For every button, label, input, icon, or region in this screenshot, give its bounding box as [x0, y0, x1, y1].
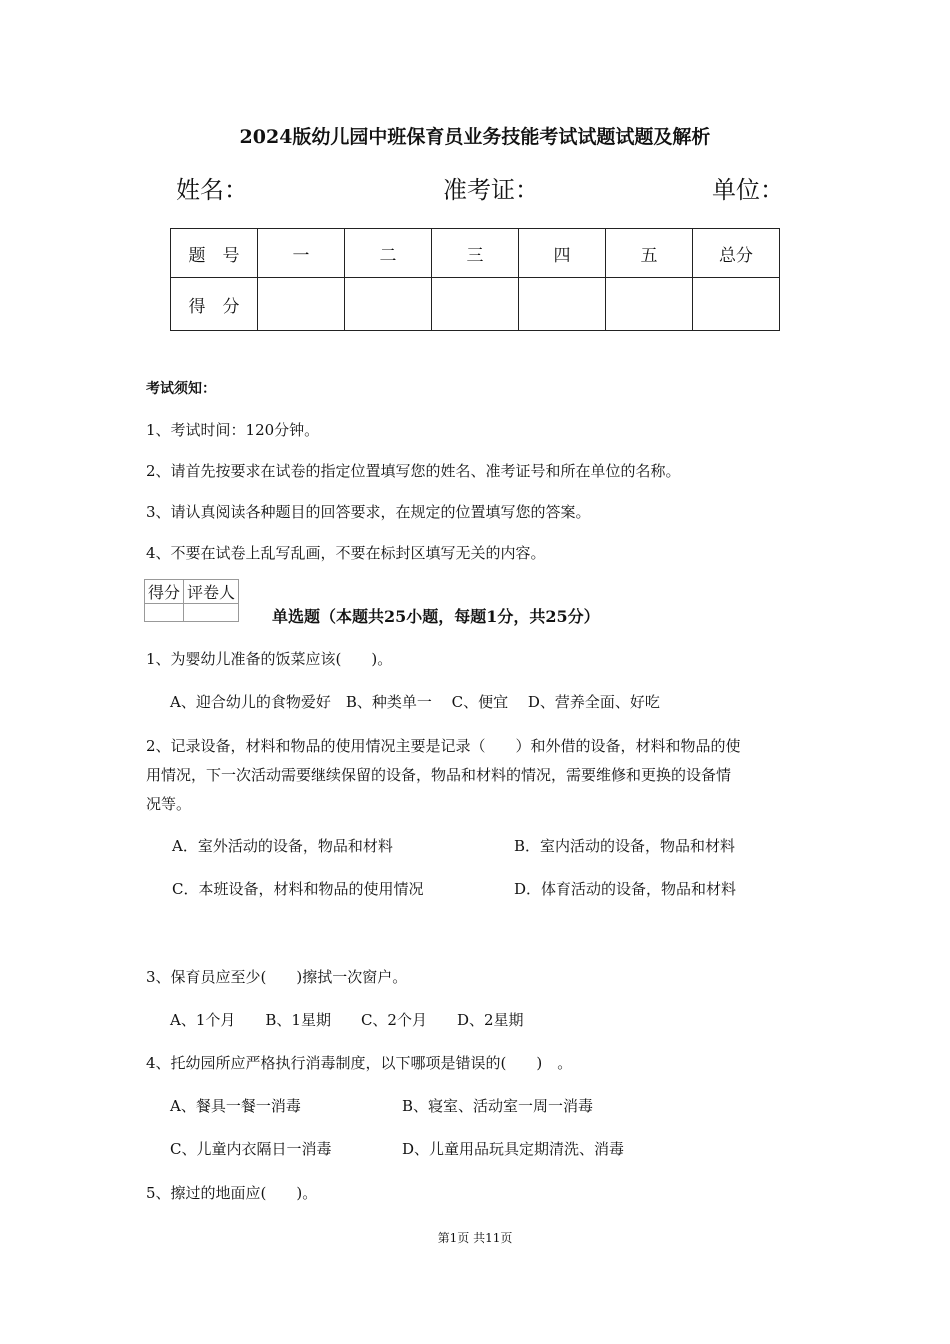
score-cell[interactable]	[258, 278, 345, 331]
score-table-score-row	[171, 278, 780, 331]
grader-table	[144, 579, 239, 622]
question-4-stem: 4、托幼园所应严格执行消毒制度，以下哪项是错误的( ) 。	[146, 1054, 573, 1072]
question-2-option-c: C．本班设备，材料和物品的使用情况	[172, 880, 424, 898]
question-2-option-d: D．体育活动的设备，物品和材料	[514, 880, 737, 898]
notice-heading: 考试须知：	[146, 381, 216, 397]
score-table-row-label: 得 分	[171, 278, 258, 331]
notice-item: 4、不要在试卷上乱写乱画，不要在标封区填写无关的内容。	[146, 544, 546, 562]
question-4-option-d: D、儿童用品玩具定期清洗、消毒	[402, 1140, 625, 1158]
question-2-stem-line: 2、记录设备，材料和物品的使用情况主要是记录（ ）和外借的设备，材料和物品的使	[146, 737, 741, 755]
grader-score-label: 得分	[145, 580, 184, 604]
question-5-stem: 5、擦过的地面应( )。	[146, 1184, 318, 1202]
notice-item: 1、考试时间：120分钟。	[146, 421, 320, 439]
score-table-header-cell: 题 号	[171, 229, 258, 278]
grader-score-cell[interactable]	[145, 604, 184, 622]
score-table-header-cell: 三	[432, 229, 519, 278]
unit-field-label: 单位：	[712, 176, 784, 204]
question-2-stem-line: 用情况，下一次活动需要继续保留的设备，物品和材料的情况，需要维修和更换的设备情	[146, 766, 732, 784]
question-1-options: A、迎合幼儿的食物爱好 B、种类单一 C、便宜 D、营养全面、好吃	[170, 693, 660, 711]
score-table	[170, 228, 780, 331]
page-title: 2024版幼儿园中班保育员业务技能考试试题试题及解析	[239, 126, 711, 148]
score-table-header-cell: 五	[606, 229, 693, 278]
score-cell[interactable]	[432, 278, 519, 331]
score-table-header-cell: 四	[519, 229, 606, 278]
score-cell[interactable]	[345, 278, 432, 331]
notice-item: 2、请首先按要求在试卷的指定位置填写您的姓名、准考证号和所在单位的名称。	[146, 462, 681, 480]
grader-name-label: 评卷人	[184, 580, 239, 604]
score-cell[interactable]	[519, 278, 606, 331]
notice-item: 3、请认真阅读各种题目的回答要求，在规定的位置填写您的答案。	[146, 503, 591, 521]
question-2-stem-line: 况等。	[146, 795, 192, 813]
score-cell[interactable]	[693, 278, 780, 331]
grader-name-cell[interactable]	[184, 604, 239, 622]
question-2-option-b: B．室内活动的设备，物品和材料	[514, 837, 736, 855]
question-3-stem: 3、保育员应至少( )擦拭一次窗户。	[146, 968, 408, 986]
score-table-header-cell: 二	[345, 229, 432, 278]
question-4-option-b: B、寝室、活动室一周一消毒	[402, 1097, 594, 1115]
score-table-header-cell: 总分	[693, 229, 780, 278]
question-2-option-a: A．室外活动的设备，物品和材料	[172, 837, 393, 855]
name-field-label: 姓名：	[176, 176, 248, 204]
page-footer: 第1页 共11页	[437, 1231, 513, 1245]
section-title: 单选题（本题共25小题，每题1分，共25分）	[272, 607, 600, 626]
score-table-header-row	[171, 229, 780, 278]
question-4-option-c: C、儿童内衣隔日一消毒	[170, 1140, 332, 1158]
question-3-options: A、1个月 B、1星期 C、2个月 D、2星期	[170, 1011, 524, 1029]
score-cell[interactable]	[606, 278, 693, 331]
score-table-header-cell: 一	[258, 229, 345, 278]
question-4-option-a: A、餐具一餐一消毒	[170, 1097, 301, 1115]
exam-number-field-label: 准考证：	[443, 176, 539, 204]
question-1-stem: 1、为婴幼儿准备的饭菜应该( )。	[146, 650, 393, 668]
